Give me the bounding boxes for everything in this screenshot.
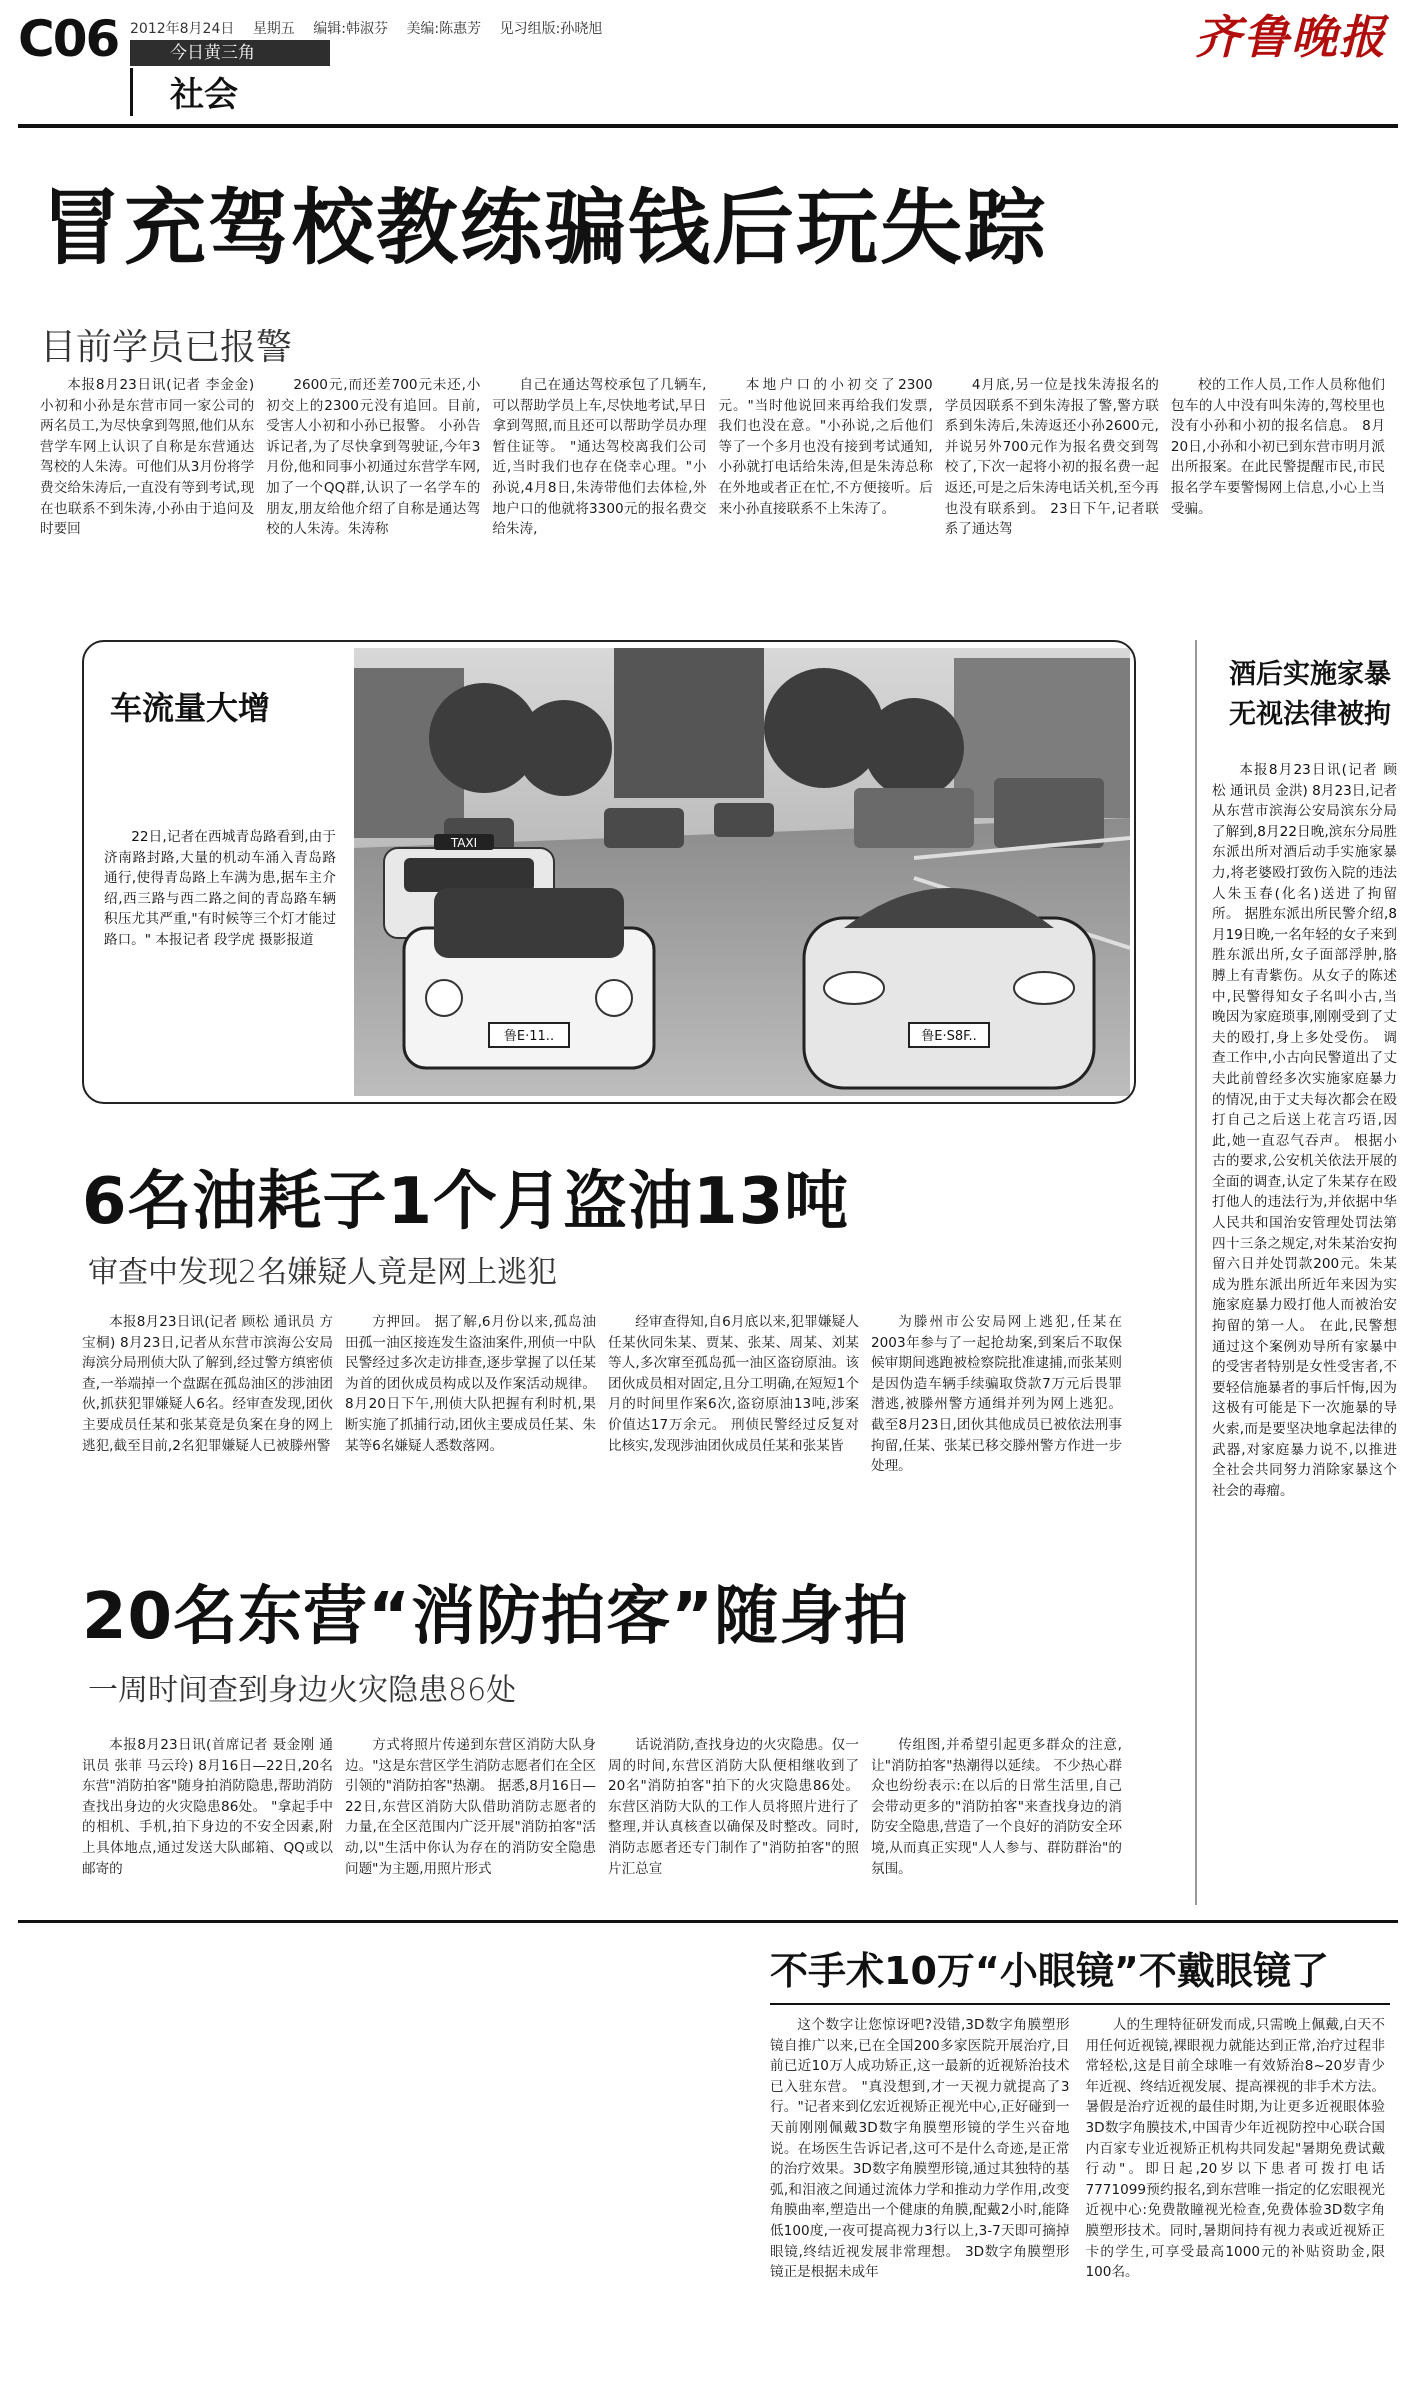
article2-headline: 6名油耗子1个月盗油13吨 xyxy=(82,1165,850,1239)
article2-body xyxy=(82,1312,1122,1542)
photo-feature-caption: 22日,记者在西城青岛路看到,由于济南路封路,大量的机动车涌入青岛路通行,使得青岛路上车满为患,据车主介绍,西三路与西二路之间的青岛路车辆积压尤其严重,"有时候等三个灯才能过路口。" 本报记者 段学虎 摄影报道 xyxy=(104,829,336,948)
article1-subhead: 目前学员已报警 xyxy=(40,327,293,368)
article2-subhead: 审查中发现2名嫌疑人竟是网上逃犯 xyxy=(88,1255,558,1290)
column-tab: 今日黄三角 xyxy=(130,40,330,66)
sidebar-headline xyxy=(1220,655,1400,735)
article3-subhead: 一周时间查到身边火灾隐患86处 xyxy=(88,1673,517,1708)
photo-feature-title: 车流量大增 xyxy=(110,689,271,727)
article2-col-1: 本报8月23日讯(记者 顾松 通讯员 方宝桐) 8月23日,记者从东营市滨海公安局海滨分局刑侦大队了解到,经过警方缜密侦查,一举端掉一个盘踞在孤岛油区的涉油团伙,抓获犯罪嫌疑人6名。经审查发现,团伙主要成员任某和张某竟是负案在身的网上逃犯,截至目前,2名犯罪嫌疑人已被滕州警 xyxy=(82,1314,333,1454)
article4-title-rule xyxy=(770,2003,1390,2005)
article4-top-rule xyxy=(18,1920,1398,1923)
page-code: C06 xyxy=(18,10,119,68)
article1-col-6: 校的工作人员,工作人员称他们包车的人中没有叫朱涛的,驾校里也没有小孙和小初的报名信息。 8月20日,小孙和小初已到东营市明月派出所报案。在此民警提醒市民,市民报名学车要警惕网上信息,小心上当受骗。 xyxy=(1170,377,1386,517)
masthead-logo: 齐鲁晚报 xyxy=(1195,10,1387,64)
building-center xyxy=(614,648,764,798)
article3-col-3: 话说消防,查找身边的火灾隐患。仅一周的时间,东营区消防大队便相继收到了20名"消防拍客"拍下的火灾隐患86处。 东营区消防大队的工作人员将照片进行了整理,并认真核查以确保及时整改。同时,消防志愿者还专门制作了"消防拍客"的照片汇总宣 xyxy=(608,1737,859,1877)
article3-col-1: 本报8月23日讯(首席记者 聂金刚 通讯员 张菲 马云玲) 8月16日—22日,20名东营"消防拍客"随身拍消防隐患,帮助消防查找出身边的火灾隐患86处。 "拿起手中的相机、手机,拍下身边的不安全因素,附上具体地点,通过发送大队邮箱、QQ或以邮寄的 xyxy=(82,1737,333,1877)
photo-feature-box xyxy=(82,640,1136,1104)
plate-left: 鲁E·11.. xyxy=(503,1029,555,1044)
article2-col-3: 经审查得知,自6月底以来,犯罪嫌疑人任某伙同朱某、贾某、张某、周某、刘某等人,多次窜至孤岛孤一油区盗窃原油。该团伙成员相对固定,且分工明确,在短短1个月的时间里作案6次,盗窃原油13吨,涉案价值达17万余元。 刑侦民警经过反复对比核实,发现涉油团伙成员任某和张某皆 xyxy=(608,1314,859,1454)
article2-col-4: 为滕州市公安局网上逃犯,任某在2003年参与了一起抢劫案,到案后不取保候审期间逃跑被检察院批准逮捕,而张某则是因伪造车辆手续骗取贷款7万元后畏罪潜逃,被滕州警方通缉并列为网上逃犯。 截至8月23日,团伙其他成员已被依法刑事拘留,任某、张某已移交滕州警方作进一步处理。 xyxy=(871,1314,1122,1475)
article4-col-1: 这个数字让您惊讶吧?没错,3D数字角膜塑形镜自推广以来,已在全国200多家医院开展治疗,目前已近10万人成功矫正,这一最新的近视矫治技术已入驻东营。 "真没想到,才一天视力就提高了3行。"记者来到亿宏近视矫正视光中心,正好碰到一天前刚刚佩戴3D数字角膜塑形镜的学生兴奋地说。在场医生告诉记者,这可不是什么奇迹,是正常的治疗效果。3D数字角膜塑形镜,通过其独特的基弧,和泪液之间通过流体力学和推动力学作用,改变角膜曲率,塑造出一个健康的角膜,配戴2小时,能降低100度,一夜可提高视力3行以上,3-7天即可摘掉眼镜,终结近视发展非常理想。 3D数字角膜塑形镜正是根据未成年 xyxy=(770,2017,1070,2281)
article1-col-4: 本地户口的小初交了2300元。"当时他说回来再给我们发票,我们也没在意。"小孙说,之后他们等了一个多月也没有接到考试通知,小孙就打电话给朱涛,但是朱涛总称在外地或者正在忙,不方便接听。后来小孙直接联系不上朱涛了。 xyxy=(718,377,933,517)
article1-col-1: 本报8月23日讯(记者 李金金) 小初和小孙是东营市同一家公司的两名员工,为尽快拿到驾照,他们从东营学车网上认识了自称是东营通达驾校的人朱涛。可他们从3月份将学费交给朱涛后,一直没有等到考试,现在也联系不到朱涛,小孙由于追问及时要回 xyxy=(40,377,255,538)
article3-col-2: 方式将照片传递到东营区消防大队身边。"这是东营区学生消防志愿者们在全区引领的"消防拍客"热潮。 据悉,8月16日—22日,东营区消防大队借助消防志愿者的力量,在全区范围内广泛开展"消防拍客"活动,以"生活中你认为存在的消防安全隐患问题"为主题,用照片形式 xyxy=(345,1737,596,1877)
reviewer-credit: 见习组版:孙晓旭 xyxy=(499,21,603,37)
article1-col-3: 自己在通达驾校承包了几辆车,可以帮助学员上车,尽快地考试,早日拿到驾照,而且还可以帮助学员办理暂住证等。 "通达驾校离我们公司近,当时我们也存在侥幸心理。"小孙说,4月8日,朱涛带他们去体检,外地户口的他就将3300元的报名费交给朱涛, xyxy=(492,377,707,538)
header-rule xyxy=(18,124,1398,128)
article3-body xyxy=(82,1735,1122,1903)
article1-col-2: 2600元,而还差700元未还,小初交上的2300元没有追回。目前,受害人小初和小孙已报警。 小孙告诉记者,为了尽快拿到驾驶证,今年3月份,他和同事小初通过东营学车网,加了一个QQ群,认识了一名学车的朋友,朋友给他介绍了自称是通达驾校的人朱涛。朱涛称 xyxy=(266,377,481,538)
sidebar-body: 本报8月23日讯(记者 顾松 通讯员 金洪) 8月23日,记者从东营市滨海公安局滨东分局了解到,8月22日晚,滨东分局胜东派出所对酒后动手实施家暴力,将老婆殴打致伤入院的违法人朱玉春(化名)送进了拘留所。 据胜东派出所民警介绍,8月19日晚,一名年轻的女子来到胜东派出所,女子面部浮肿,胳膊上有青紫伤。从女子的陈述中,民警得知女子名叫小古,当晚因为家庭琐事,刚刚受到了丈夫的殴打,身上多处受伤。 调查工作中,小古向民警道出了丈夫此前曾经多次实施家庭暴力的情况,由于丈夫每次都会在殴打自己之后送上花言巧语,因此,她一直忍气吞声。 根据小古的要求,公安机关依法开展的全面的调查,认定了朱某存在殴打他人的违法行为,并依据中华人民共和国治安管理处罚法第四十三条之规定,对朱某治安拘留六日并处罚款200元。朱某成为胜东派出所近年来因为实施家庭暴力殴打他人而被治安拘留的第一人。 在此,民警想通过这个案例劝导所有家暴中的受害者特别是女性受害者,不要轻信施暴者的事后忏悔,因为这极有可能是下一次施暴的导火索,而是要坚决地拿起法律的武器,对家庭暴力说不,以推进全社会共同努力消除家暴这个社会的毒瘤。 xyxy=(1212,762,1397,1499)
header-accent-bar xyxy=(130,68,133,116)
article1-body xyxy=(40,375,1385,610)
article4-col-2: 人的生理特征研发而成,只需晚上佩戴,白天不用任何近视镜,裸眼视力就能达到正常,治疗过程非常轻松,这是目前全球唯一有效矫治8~20岁青少年近视、终结近视发展、提高裸视的非手术方法。 暑假是治疗近视的最佳时期,为让更多近视眼体验3D数字角膜技术,中国青少年近视防控中心联合国内百家专业近视矫正机构共同发起"暑期免费试戴行动"。即日起,20岁以下患者可拨打电话7771099预约报名,到东营唯一指定的亿宏眼视光近视中心:免费散瞳视光检查,免费体验3D数字角膜塑形技术。同时,暑期间持有视力表或近视矫正卡的学生,可享受最高1000元的补贴资助金,限100名。 xyxy=(1085,2017,1385,2281)
car-left xyxy=(404,888,654,1068)
car-right xyxy=(804,888,1094,1088)
article4-headline: 不手术10万“小眼镜”不戴眼镜了 xyxy=(770,1949,1329,1993)
plate-right: 鲁E·S8F.. xyxy=(921,1029,977,1044)
page-meta xyxy=(130,18,616,38)
article3-col-4: 传组图,并希望引起更多群众的注意,让"消防拍客"热潮得以延续。 不少热心群众也纷纷表示:在以后的日常生活里,自己会带动更多的"消防拍客"来查找身边的消防安全隐患,营造了一个良好的消防安全环境,从而真正实现"人人参与、群防群治"的氛围。 xyxy=(871,1737,1122,1877)
sidebar-headline-line2: 无视法律被拘 xyxy=(1229,699,1391,730)
weekday: 星期五 xyxy=(252,21,295,37)
article1-headline: 冒充驾校教练骗钱后玩失踪 xyxy=(40,181,1049,276)
section-label: 社会 xyxy=(170,75,238,115)
traffic-photo xyxy=(354,648,1130,1096)
article3-headline: 20名东营“消防拍客”随身拍 xyxy=(82,1580,910,1654)
designer-credit: 美编:陈惠芳 xyxy=(406,21,482,37)
sidebar-headline-line1: 酒后实施家暴 xyxy=(1229,659,1391,690)
sidebar-divider xyxy=(1195,640,1197,1905)
issue-date: 2012年8月24日 xyxy=(130,21,235,37)
article2-col-2: 方押回。 据了解,6月份以来,孤岛油田孤一油区接连发生盗油案件,刑侦一中队民警经过多次走访排查,逐步掌握了以任某为首的团伙成员构成以及作案活动规律。8月20日下午,刑侦大队把握有利时机,果断实施了抓捕行动,团伙主要成员任某、朱某等6名嫌疑人悉数落网。 xyxy=(345,1314,596,1454)
taxi-sign: TAXI xyxy=(450,836,478,850)
editor-credit: 编辑:韩淑芬 xyxy=(313,21,388,37)
article1-col-5: 4月底,另一位是找朱涛报名的学员因联系不到朱涛报了警,警方联系到朱涛后,朱涛返还小孙2600元,并说另外700元作为报名费交到驾校了,下次一起将小初的报名费一起返还,可是之后朱涛电话关机,至今再也没有联系到。 23日下午,记者联系了通达驾 xyxy=(944,377,1159,538)
article4-body xyxy=(770,2015,1385,2370)
